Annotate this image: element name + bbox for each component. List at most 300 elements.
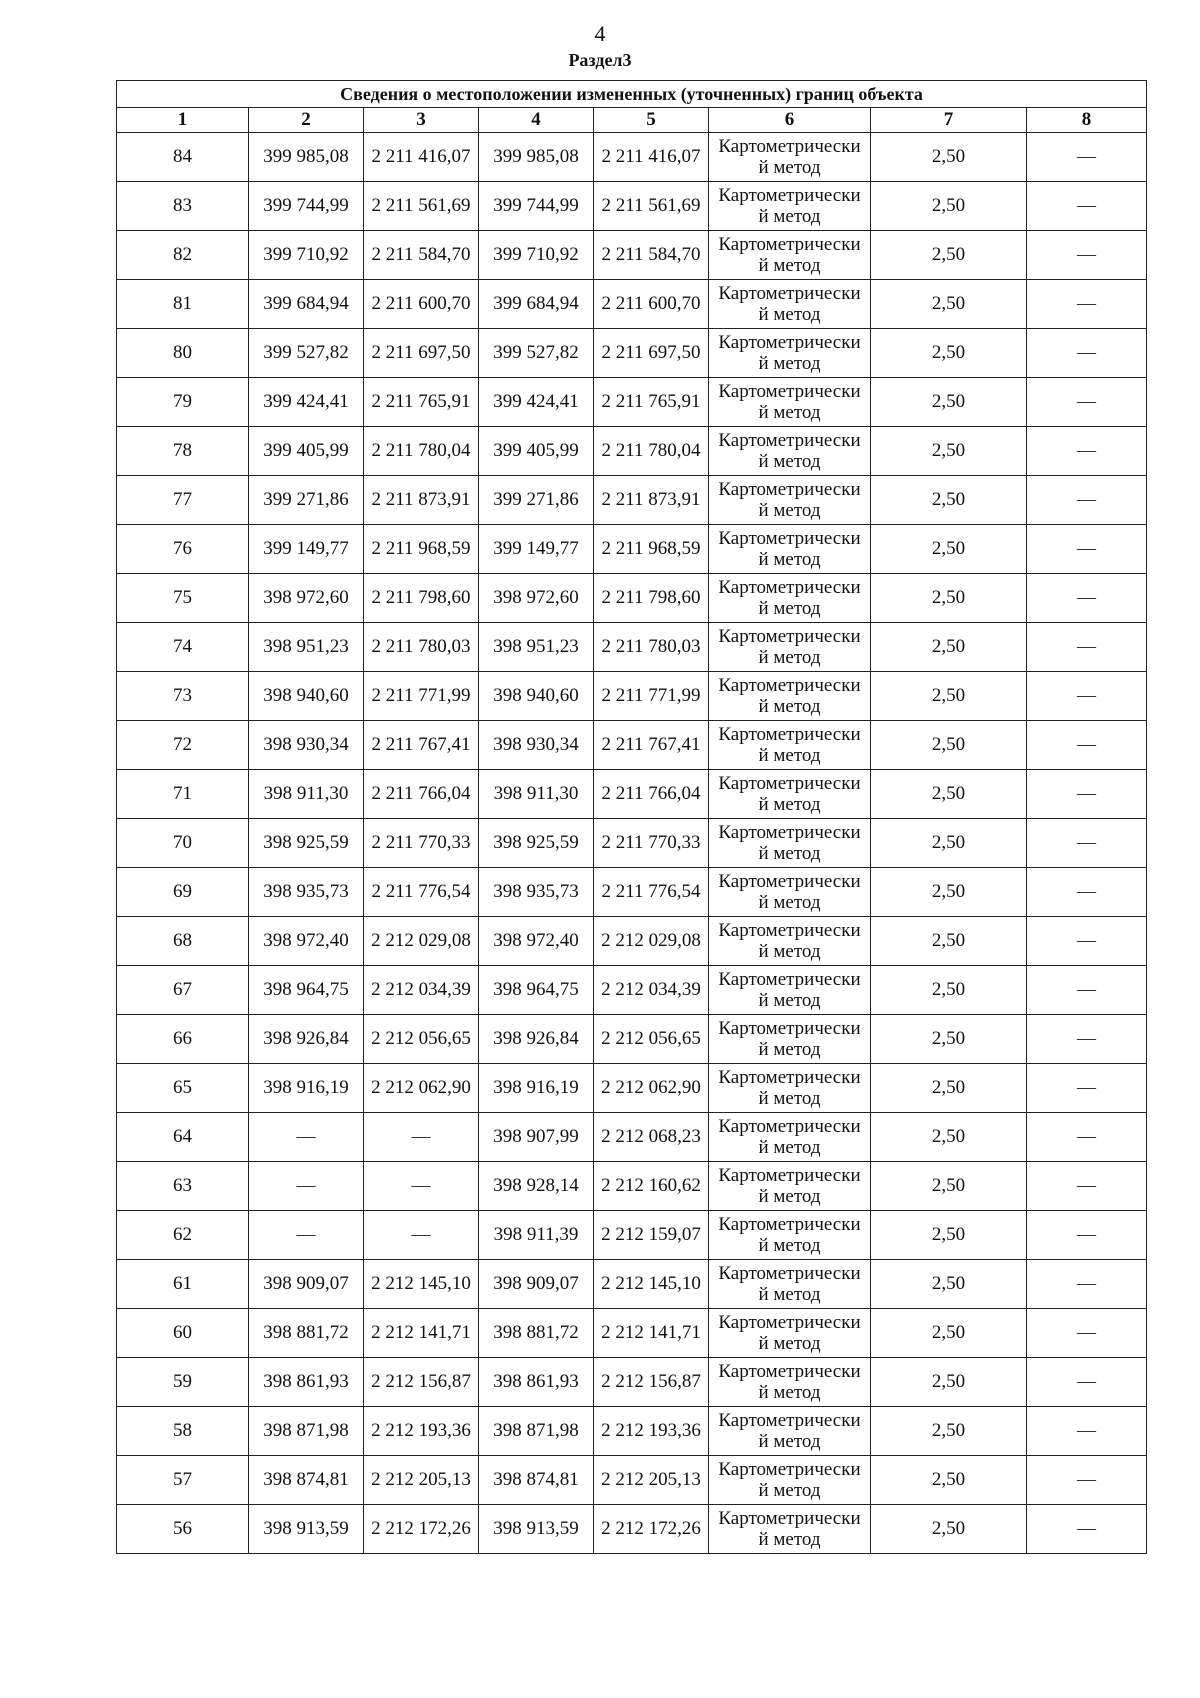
table-row: [117, 133, 1147, 182]
table-row: [117, 1162, 1147, 1211]
old-y-cell: 2 212 193,36: [364, 1407, 479, 1456]
method-cell: [709, 672, 871, 721]
accuracy-cell: 2,50: [871, 525, 1027, 574]
new-y-cell: 2 212 156,87: [594, 1358, 709, 1407]
note-cell: —: [1027, 476, 1147, 525]
method-line-2: й метод: [758, 696, 821, 717]
method-line-2: й метод: [758, 1186, 821, 1207]
accuracy-cell: 2,50: [871, 1113, 1027, 1162]
method-cell: [709, 1505, 871, 1554]
note-cell: —: [1027, 133, 1147, 182]
method-cell: [709, 1407, 871, 1456]
old-y-cell: 2 212 205,13: [364, 1456, 479, 1505]
method-line-1: Картометрически: [718, 1263, 861, 1284]
old-y-cell: —: [364, 1211, 479, 1260]
old-y-cell: 2 211 771,99: [364, 672, 479, 721]
table-row: [117, 770, 1147, 819]
point-number-cell: 65: [117, 1064, 249, 1113]
accuracy-cell: 2,50: [871, 1260, 1027, 1309]
method-line-1: Картометрически: [718, 626, 861, 647]
new-x-cell: 398 913,59: [479, 1505, 594, 1554]
old-x-cell: 398 909,07: [249, 1260, 364, 1309]
old-y-cell: 2 212 062,90: [364, 1064, 479, 1113]
method-cell: [709, 476, 871, 525]
point-number-cell: 62: [117, 1211, 249, 1260]
old-y-cell: 2 211 968,59: [364, 525, 479, 574]
old-y-cell: 2 211 697,50: [364, 329, 479, 378]
new-y-cell: 2 212 141,71: [594, 1309, 709, 1358]
method-line-2: й метод: [758, 745, 821, 766]
table-header-row: [117, 108, 1147, 133]
page-number: 4: [594, 21, 606, 46]
new-x-cell: 398 911,30: [479, 770, 594, 819]
old-x-cell: 398 951,23: [249, 623, 364, 672]
method-line-2: й метод: [758, 206, 821, 227]
old-y-cell: 2 212 172,26: [364, 1505, 479, 1554]
point-number-cell: 80: [117, 329, 249, 378]
method-line-2: й метод: [758, 941, 821, 962]
new-x-cell: 398 911,39: [479, 1211, 594, 1260]
accuracy-cell: 2,50: [871, 133, 1027, 182]
note-cell: —: [1027, 1407, 1147, 1456]
accuracy-cell: 2,50: [871, 1407, 1027, 1456]
method-cell: [709, 1309, 871, 1358]
column-header: 6: [709, 108, 871, 133]
table-row: [117, 917, 1147, 966]
accuracy-cell: 2,50: [871, 917, 1027, 966]
table-caption-row: [117, 81, 1147, 108]
accuracy-cell: 2,50: [871, 378, 1027, 427]
point-number-cell: 60: [117, 1309, 249, 1358]
new-x-cell: 398 874,81: [479, 1456, 594, 1505]
old-y-cell: —: [364, 1162, 479, 1211]
table-row: [117, 1358, 1147, 1407]
table-row: [117, 1260, 1147, 1309]
point-number-cell: 74: [117, 623, 249, 672]
accuracy-cell: 2,50: [871, 1309, 1027, 1358]
new-y-cell: 2 212 160,62: [594, 1162, 709, 1211]
method-line-1: Картометрически: [718, 185, 861, 206]
method-line-2: й метод: [758, 304, 821, 325]
point-number-cell: 57: [117, 1456, 249, 1505]
point-number-cell: 69: [117, 868, 249, 917]
old-x-cell: —: [249, 1211, 364, 1260]
table-row: [117, 966, 1147, 1015]
new-y-cell: 2 211 416,07: [594, 133, 709, 182]
old-x-cell: 399 271,86: [249, 476, 364, 525]
note-cell: —: [1027, 280, 1147, 329]
method-cell: [709, 525, 871, 574]
note-cell: —: [1027, 525, 1147, 574]
method-line-1: Картометрически: [718, 234, 861, 255]
new-y-cell: 2 211 968,59: [594, 525, 709, 574]
new-y-cell: 2 211 765,91: [594, 378, 709, 427]
old-x-cell: 398 972,40: [249, 917, 364, 966]
old-y-cell: 2 211 770,33: [364, 819, 479, 868]
table-row: [117, 623, 1147, 672]
table-row: [117, 525, 1147, 574]
note-cell: —: [1027, 1358, 1147, 1407]
note-cell: —: [1027, 819, 1147, 868]
new-x-cell: 398 928,14: [479, 1162, 594, 1211]
method-cell: [709, 819, 871, 868]
old-y-cell: 2 211 416,07: [364, 133, 479, 182]
table-row: [117, 868, 1147, 917]
accuracy-cell: 2,50: [871, 427, 1027, 476]
point-number-cell: 66: [117, 1015, 249, 1064]
accuracy-cell: 2,50: [871, 476, 1027, 525]
new-x-cell: 398 871,98: [479, 1407, 594, 1456]
new-y-cell: 2 211 771,99: [594, 672, 709, 721]
point-number-cell: 76: [117, 525, 249, 574]
table-row: [117, 1211, 1147, 1260]
new-x-cell: 399 985,08: [479, 133, 594, 182]
new-x-cell: 398 964,75: [479, 966, 594, 1015]
old-y-cell: 2 211 776,54: [364, 868, 479, 917]
section-title: Раздел3: [568, 50, 632, 70]
old-x-cell: 399 744,99: [249, 182, 364, 231]
new-y-cell: 2 212 056,65: [594, 1015, 709, 1064]
method-cell: [709, 231, 871, 280]
accuracy-cell: 2,50: [871, 329, 1027, 378]
point-number-cell: 68: [117, 917, 249, 966]
old-x-cell: 398 926,84: [249, 1015, 364, 1064]
new-y-cell: 2 211 780,03: [594, 623, 709, 672]
new-x-cell: 398 935,73: [479, 868, 594, 917]
new-x-cell: 399 149,77: [479, 525, 594, 574]
new-x-cell: 399 684,94: [479, 280, 594, 329]
method-line-2: й метод: [758, 549, 821, 570]
table-row: [117, 1407, 1147, 1456]
new-x-cell: 398 940,60: [479, 672, 594, 721]
point-number-cell: 82: [117, 231, 249, 280]
table-row: [117, 378, 1147, 427]
old-y-cell: 2 211 780,04: [364, 427, 479, 476]
point-number-cell: 59: [117, 1358, 249, 1407]
method-line-1: Картометрически: [718, 332, 861, 353]
old-x-cell: 398 940,60: [249, 672, 364, 721]
method-line-1: Картометрически: [718, 577, 861, 598]
table-row: [117, 476, 1147, 525]
table-row: [117, 1505, 1147, 1554]
method-cell: [709, 868, 871, 917]
new-x-cell: 398 916,19: [479, 1064, 594, 1113]
new-y-cell: 2 211 766,04: [594, 770, 709, 819]
note-cell: —: [1027, 1162, 1147, 1211]
point-number-cell: 58: [117, 1407, 249, 1456]
method-line-1: Картометрически: [718, 1116, 861, 1137]
accuracy-cell: 2,50: [871, 1211, 1027, 1260]
method-line-2: й метод: [758, 1529, 821, 1550]
new-y-cell: 2 211 584,70: [594, 231, 709, 280]
old-y-cell: 2 212 029,08: [364, 917, 479, 966]
new-y-cell: 2 212 029,08: [594, 917, 709, 966]
new-y-cell: 2 211 770,33: [594, 819, 709, 868]
new-x-cell: 398 926,84: [479, 1015, 594, 1064]
column-header: 3: [364, 108, 479, 133]
new-x-cell: 398 972,60: [479, 574, 594, 623]
new-y-cell: 2 211 697,50: [594, 329, 709, 378]
method-line-1: Картометрически: [718, 1361, 861, 1382]
note-cell: —: [1027, 574, 1147, 623]
column-header: 5: [594, 108, 709, 133]
method-cell: [709, 721, 871, 770]
new-x-cell: 399 424,41: [479, 378, 594, 427]
method-line-2: й метод: [758, 255, 821, 276]
table-body: [117, 133, 1147, 1554]
accuracy-cell: 2,50: [871, 966, 1027, 1015]
accuracy-cell: 2,50: [871, 1015, 1027, 1064]
method-line-2: й метод: [758, 647, 821, 668]
note-cell: —: [1027, 378, 1147, 427]
note-cell: —: [1027, 1064, 1147, 1113]
old-x-cell: 398 874,81: [249, 1456, 364, 1505]
accuracy-cell: 2,50: [871, 231, 1027, 280]
note-cell: —: [1027, 966, 1147, 1015]
new-x-cell: 398 951,23: [479, 623, 594, 672]
old-y-cell: 2 212 145,10: [364, 1260, 479, 1309]
method-line-2: й метод: [758, 794, 821, 815]
column-header: 7: [871, 108, 1027, 133]
method-line-1: Картометрически: [718, 969, 861, 990]
new-y-cell: 2 212 145,10: [594, 1260, 709, 1309]
point-number-cell: 71: [117, 770, 249, 819]
new-y-cell: 2 211 776,54: [594, 868, 709, 917]
method-line-2: й метод: [758, 1431, 821, 1452]
method-line-2: й метод: [758, 598, 821, 619]
new-y-cell: 2 211 561,69: [594, 182, 709, 231]
old-x-cell: 398 911,30: [249, 770, 364, 819]
new-x-cell: 398 925,59: [479, 819, 594, 868]
method-line-2: й метод: [758, 1039, 821, 1060]
old-x-cell: 399 684,94: [249, 280, 364, 329]
table-row: [117, 231, 1147, 280]
note-cell: —: [1027, 1260, 1147, 1309]
method-cell: [709, 574, 871, 623]
note-cell: —: [1027, 1309, 1147, 1358]
new-x-cell: 398 972,40: [479, 917, 594, 966]
point-number-cell: 84: [117, 133, 249, 182]
accuracy-cell: 2,50: [871, 770, 1027, 819]
method-line-1: Картометрически: [718, 381, 861, 402]
table-row: [117, 182, 1147, 231]
method-line-2: й метод: [758, 843, 821, 864]
column-header: 4: [479, 108, 594, 133]
table-row: [117, 1113, 1147, 1162]
new-y-cell: 2 211 873,91: [594, 476, 709, 525]
method-line-1: Картометрически: [718, 1508, 861, 1529]
method-line-2: й метод: [758, 1137, 821, 1158]
point-number-cell: 61: [117, 1260, 249, 1309]
method-line-1: Картометрически: [718, 528, 861, 549]
table-row: [117, 1309, 1147, 1358]
table-row: [117, 280, 1147, 329]
method-line-2: й метод: [758, 1333, 821, 1354]
method-line-1: Картометрически: [718, 1018, 861, 1039]
point-number-cell: 79: [117, 378, 249, 427]
new-x-cell: 398 861,93: [479, 1358, 594, 1407]
method-cell: [709, 1015, 871, 1064]
new-x-cell: 399 710,92: [479, 231, 594, 280]
method-line-1: Картометрически: [718, 822, 861, 843]
method-line-1: Картометрически: [718, 1165, 861, 1186]
method-cell: [709, 378, 871, 427]
table-row: [117, 721, 1147, 770]
method-line-2: й метод: [758, 1235, 821, 1256]
method-line-1: Картометрически: [718, 920, 861, 941]
old-y-cell: 2 211 873,91: [364, 476, 479, 525]
new-x-cell: 399 744,99: [479, 182, 594, 231]
new-x-cell: 398 907,99: [479, 1113, 594, 1162]
new-y-cell: 2 212 193,36: [594, 1407, 709, 1456]
note-cell: —: [1027, 231, 1147, 280]
accuracy-cell: 2,50: [871, 182, 1027, 231]
accuracy-cell: 2,50: [871, 1064, 1027, 1113]
table-caption: Сведения о местоположении измененных (уточненных) границ объекта: [117, 81, 1147, 108]
method-line-1: Картометрически: [718, 136, 861, 157]
old-y-cell: 2 212 056,65: [364, 1015, 479, 1064]
old-y-cell: 2 212 034,39: [364, 966, 479, 1015]
method-cell: [709, 133, 871, 182]
point-number-cell: 56: [117, 1505, 249, 1554]
table-row: [117, 427, 1147, 476]
table-row: [117, 1015, 1147, 1064]
old-y-cell: 2 211 561,69: [364, 182, 479, 231]
note-cell: —: [1027, 721, 1147, 770]
old-y-cell: 2 211 584,70: [364, 231, 479, 280]
accuracy-cell: 2,50: [871, 280, 1027, 329]
method-line-1: Картометрически: [718, 724, 861, 745]
method-cell: [709, 1162, 871, 1211]
method-cell: [709, 329, 871, 378]
point-number-cell: 78: [117, 427, 249, 476]
method-line-1: Картометрически: [718, 1312, 861, 1333]
new-y-cell: 2 211 798,60: [594, 574, 709, 623]
method-line-2: й метод: [758, 990, 821, 1011]
old-x-cell: —: [249, 1113, 364, 1162]
note-cell: —: [1027, 329, 1147, 378]
method-cell: [709, 1211, 871, 1260]
old-x-cell: 398 861,93: [249, 1358, 364, 1407]
old-x-cell: 399 527,82: [249, 329, 364, 378]
method-cell: [709, 182, 871, 231]
old-x-cell: 398 935,73: [249, 868, 364, 917]
old-x-cell: 398 913,59: [249, 1505, 364, 1554]
old-y-cell: 2 212 141,71: [364, 1309, 479, 1358]
old-x-cell: 399 710,92: [249, 231, 364, 280]
method-line-2: й метод: [758, 500, 821, 521]
table-row: [117, 1064, 1147, 1113]
old-x-cell: 398 871,98: [249, 1407, 364, 1456]
accuracy-cell: 2,50: [871, 1358, 1027, 1407]
note-cell: —: [1027, 1456, 1147, 1505]
accuracy-cell: 2,50: [871, 868, 1027, 917]
method-cell: [709, 1358, 871, 1407]
accuracy-cell: 2,50: [871, 1505, 1027, 1554]
new-y-cell: 2 212 062,90: [594, 1064, 709, 1113]
table-row: [117, 574, 1147, 623]
note-cell: —: [1027, 1113, 1147, 1162]
note-cell: —: [1027, 623, 1147, 672]
method-line-2: й метод: [758, 1480, 821, 1501]
new-y-cell: 2 212 034,39: [594, 966, 709, 1015]
accuracy-cell: 2,50: [871, 1456, 1027, 1505]
accuracy-cell: 2,50: [871, 1162, 1027, 1211]
point-number-cell: 72: [117, 721, 249, 770]
method-line-1: Картометрически: [718, 1459, 861, 1480]
method-line-1: Картометрически: [718, 1067, 861, 1088]
method-line-1: Картометрически: [718, 430, 861, 451]
table-row: [117, 672, 1147, 721]
accuracy-cell: 2,50: [871, 819, 1027, 868]
method-line-2: й метод: [758, 892, 821, 913]
note-cell: —: [1027, 868, 1147, 917]
old-x-cell: —: [249, 1162, 364, 1211]
note-cell: —: [1027, 770, 1147, 819]
method-line-1: Картометрически: [718, 479, 861, 500]
old-y-cell: 2 211 766,04: [364, 770, 479, 819]
new-x-cell: 399 527,82: [479, 329, 594, 378]
point-number-cell: 81: [117, 280, 249, 329]
old-y-cell: —: [364, 1113, 479, 1162]
method-cell: [709, 280, 871, 329]
method-line-1: Картометрически: [718, 871, 861, 892]
note-cell: —: [1027, 1505, 1147, 1554]
column-header: 2: [249, 108, 364, 133]
method-line-2: й метод: [758, 1088, 821, 1109]
method-cell: [709, 966, 871, 1015]
old-x-cell: 398 972,60: [249, 574, 364, 623]
coordinates-table: [116, 80, 1147, 1554]
new-y-cell: 2 212 172,26: [594, 1505, 709, 1554]
note-cell: —: [1027, 1211, 1147, 1260]
new-y-cell: 2 211 600,70: [594, 280, 709, 329]
method-line-1: Картометрически: [718, 1410, 861, 1431]
old-x-cell: 399 985,08: [249, 133, 364, 182]
method-line-2: й метод: [758, 402, 821, 423]
old-x-cell: 398 925,59: [249, 819, 364, 868]
method-line-1: Картометрически: [718, 773, 861, 794]
old-y-cell: 2 211 798,60: [364, 574, 479, 623]
point-number-cell: 70: [117, 819, 249, 868]
old-x-cell: 399 424,41: [249, 378, 364, 427]
table-row: [117, 1456, 1147, 1505]
method-line-2: й метод: [758, 1284, 821, 1305]
old-y-cell: 2 211 600,70: [364, 280, 479, 329]
new-x-cell: 398 909,07: [479, 1260, 594, 1309]
note-cell: —: [1027, 427, 1147, 476]
point-number-cell: 63: [117, 1162, 249, 1211]
method-cell: [709, 1064, 871, 1113]
point-number-cell: 67: [117, 966, 249, 1015]
accuracy-cell: 2,50: [871, 721, 1027, 770]
new-y-cell: 2 212 205,13: [594, 1456, 709, 1505]
old-y-cell: 2 211 767,41: [364, 721, 479, 770]
table-row: [117, 819, 1147, 868]
method-cell: [709, 1113, 871, 1162]
point-number-cell: 77: [117, 476, 249, 525]
old-y-cell: 2 211 765,91: [364, 378, 479, 427]
note-cell: —: [1027, 917, 1147, 966]
old-x-cell: 399 405,99: [249, 427, 364, 476]
method-cell: [709, 770, 871, 819]
old-x-cell: 399 149,77: [249, 525, 364, 574]
note-cell: —: [1027, 182, 1147, 231]
method-line-2: й метод: [758, 157, 821, 178]
method-line-2: й метод: [758, 451, 821, 472]
method-line-2: й метод: [758, 1382, 821, 1403]
new-x-cell: 398 881,72: [479, 1309, 594, 1358]
